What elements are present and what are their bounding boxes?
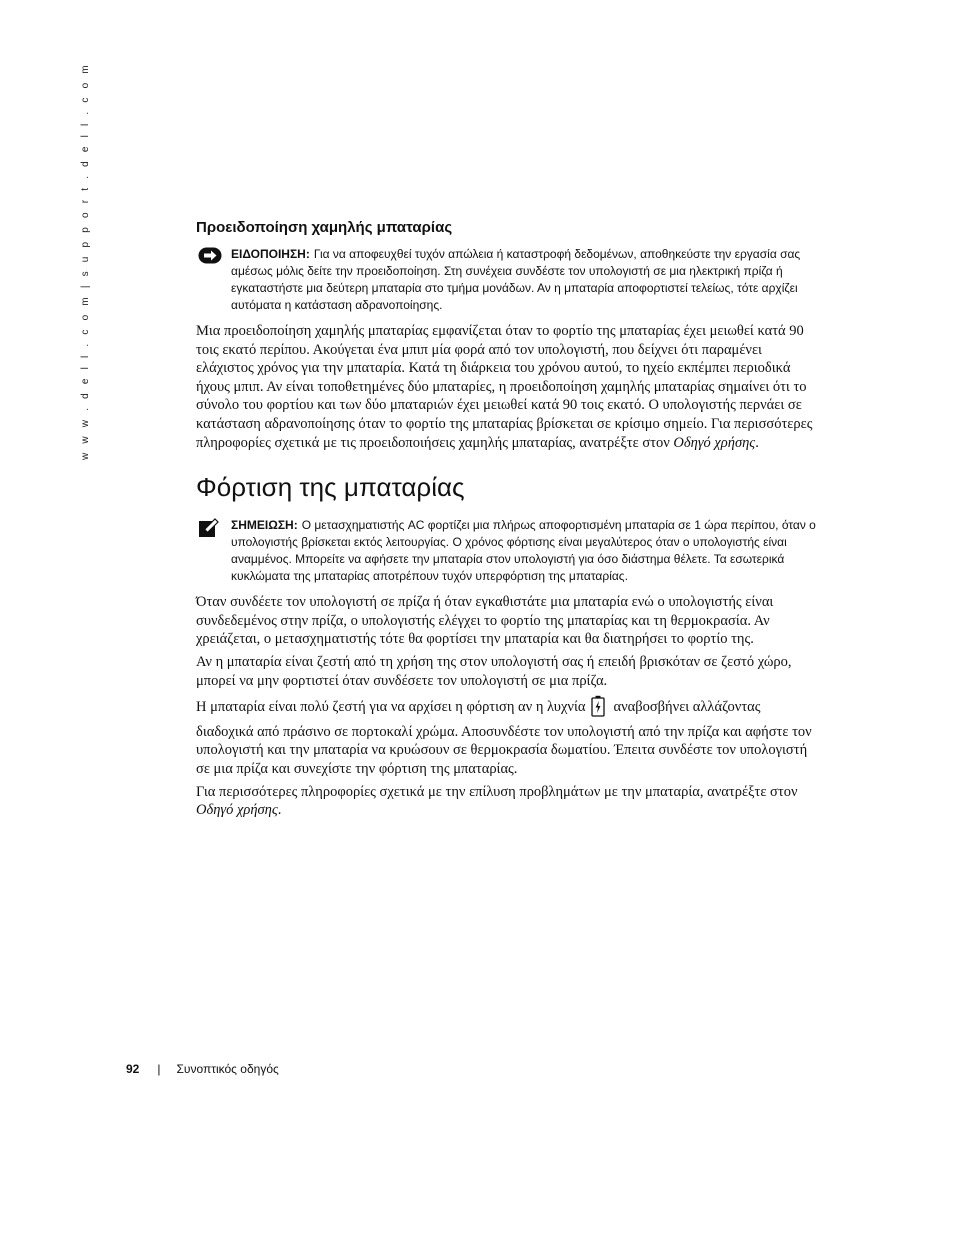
low-battery-heading: Προειδοποίηση χαμηλής μπαταρίας [196, 219, 453, 236]
low-battery-text: Μια προειδοποίηση χαμηλής μπαταρίας εμφανίζεται όταν το φορτίο της μπαταρίας έχει μειωθεί κατά 90 τοις εκατό περίπου. Ακούγεται ένα μπιπ μία φορά από τον υπολογιστή, που δείχνει ότι παραμένει ελάχιστος χρόνος για την μπαταρία. Κατά τη διάρκεια του χρόνου αυτού, το ηχείο εκπέμπει περιοδικά ήχους μπιπ. Αν είναι τοποθετημένες δύο μπαταρίες, η προειδοποίηση χαμηλής μπαταρίας σημαίνει ότι το σύνολο του φορτίου και των δύο μπαταριών έχει μειωθεί κατά 90 τοις εκατό. Ο υπολογιστής περνάει σε κατάσταση αδρανοποίησης όταν το φορτίο της μπαταρίας βρίσκεται σε κρίσιμο σημείο. Για περισσότερες πληροφορίες σχετικά με τις προειδοποιήσεις χαμηλής μπαταρίας, ανατρέξτε στον [196, 323, 813, 451]
page-number: 92 [126, 1062, 140, 1076]
user-guide-reference: Οδηγό χρήσης [673, 434, 756, 451]
low-battery-paragraph [196, 322, 816, 452]
charging-paragraph-1: Όταν συνδέετε τον υπολογιστή σε πρίζα ή όταν εγκαθιστάτε μια μπαταρία ενώ ο υπολογιστής είναι συνδεδεμένος στην πρίζα, ο υπολογιστής ελέγχει το φορτίο της μπαταρίας και τη θερμοκρασία. Αν χρειάζεται, ο μετασχηματιστής τότε θα φορτίσει την μπαταρία και θα διατηρήσει το φορτίο της. [196, 594, 774, 648]
charging-paragraph-4-text: Για περισσότερες πληροφορίες σχετικά με την επίλυση προβλημάτων με την μπαταρία, ανατρέξτε στον [196, 783, 798, 800]
note-label: ΣΗΜΕΙΩΣΗ: [231, 518, 298, 533]
charging-paragraph-3-end: αναβοσβήνει αλλάζοντας διαδοχικά από πράσινο σε πορτοκαλί χρώμα. Αποσυνδέστε τον υπολογιστή από την πρίζα και αφήστε τον υπολογιστή και την μπαταρία να κρυώσουν σε θερμοκρασία δωματίου. Έπειτα συνδέστε τον υπολογιστή σε μια πρίζα και συνεχίστε την φόρτιση της μπαταρίας. [196, 699, 812, 777]
main-content [196, 219, 816, 824]
low-battery-text-end: . [755, 434, 759, 451]
notice-arrow-icon [198, 247, 222, 269]
footer-separator: | [157, 1062, 161, 1076]
footer-title: Συνοπτικός οδηγός [176, 1062, 279, 1076]
charging-paragraph-3-start: Η μπαταρία είναι πολύ ζεστή για να αρχίσει η φόρτιση αν η λυχνία [196, 699, 586, 716]
note-pencil-icon [198, 518, 220, 543]
note-text: Ο μετασχηματιστής AC φορτίζει μια πλήρως αποφορτισμένη μπαταρία σε 1 ώρα περίπου, όταν ο υπολογιστής βρίσκεται εκτός λειτουργίας. Ο χρόνος φόρτισης είναι μεγαλύτερος όταν ο υπολογιστής είναι αναμμένος. Μπορείτε να αφήσετε την μπαταρία στον υπολογιστή για όσο διάστημα θέλετε. Τα εσωτερικά κυκλώματα της μπαταρίας αποτρέπουν τυχόν υπερφόρτιση της μπαταρίας. [231, 518, 816, 584]
sidebar-url: w w w . d e l l . c o m | s u p p o r t . d e l l . c o m [80, 62, 91, 460]
charging-paragraph-4-end: . [277, 802, 282, 819]
notice-label: ΕΙΔΟΠΟΙΗΣΗ: [231, 247, 310, 261]
charging-paragraph-4 [196, 783, 816, 820]
user-guide-reference-2: Οδηγό χρήσης [196, 802, 278, 819]
notice-callout [196, 246, 816, 314]
charging-paragraph-3 [196, 694, 816, 778]
charging-title: Φόρτιση της μπαταρίας [196, 472, 465, 503]
page-footer [126, 1062, 279, 1076]
charging-paragraph-2: Αν η μπαταρία είναι ζεστή από τη χρήση της στον υπολογιστή σας ή επειδή βρισκόταν σε ζεστό χώρο, μπορεί να μην φορτιστεί όταν συνδέσετε τον υπολογιστή σε μια πρίζα. [196, 653, 792, 689]
notice-text: Για να αποφευχθεί τυχόν απώλεια ή καταστροφή δεδομένων, αποθηκεύστε την εργασία σας αμέσως μόλις δείτε την προειδοποίηση. Στη συνέχεια συνδέστε τον υπολογιστή σε μια ηλεκτρική πρίζα ή εγκαταστήστε μια δεύτερη μπαταρία στο τμήμα μονάδων. Αν η μπαταρία αποφορτιστεί τελείως, τότε αρχίζει αυτόματα η κατάσταση αδρανοποίησης. [231, 247, 801, 312]
battery-lamp-icon [591, 695, 605, 723]
note-callout [196, 517, 816, 585]
